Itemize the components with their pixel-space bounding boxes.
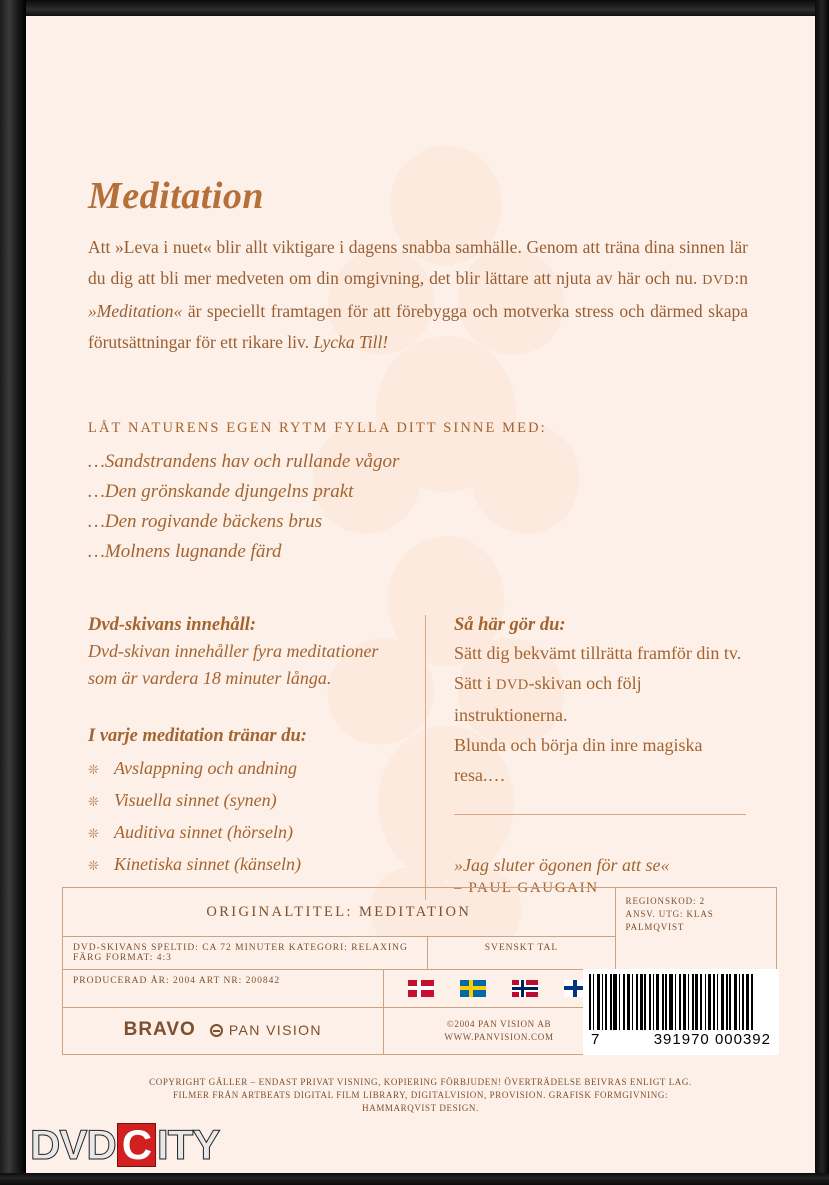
bravo-logo: BRAVO: [123, 1019, 196, 1040]
website-line: WWW.PANVISION.COM: [444, 1032, 554, 1042]
two-column-section: [88, 615, 753, 897]
intro-part-3: är speciellt framtagen för att förebygga och motverka stress och därmed skapa förutsättningar för ett rikare liv.: [88, 301, 748, 352]
dvd-back-cover-insert: [26, 16, 815, 1173]
page-title: Meditation: [88, 175, 265, 217]
region-code: REGIONSKOD: 2: [625, 896, 705, 906]
training-list: [88, 753, 394, 881]
legal-main: [63, 888, 616, 1054]
intro-signoff: Lycka Till!: [313, 332, 389, 352]
howto-line-2-a: Sätt i: [454, 673, 497, 693]
barcode: [583, 969, 779, 1055]
quote-divider: [454, 814, 746, 815]
list-item: …Den rogivande bäckens brus: [88, 511, 323, 532]
flower-bullet-icon: ❊: [88, 794, 99, 809]
howto-line-2-b: -skivan och följ instruktionerna.: [454, 673, 642, 725]
original-title: ORIGINALTITEL: MEDITATION: [63, 888, 615, 937]
fineprint: COPYRIGHT GÄLLER – ENDAST PRIVAT VISNING, KOPIERING FÖRBJUDEN! ÖVERTRÄDELSE BEIVRAS ENLIGT LAG. FILMER FRÅN ARTBEATS DIGITAL FILM LIBRARY, DIGITALVISION, PROVISION. GRAFISK FORMGIVNING: HAMMARQVIST DESIGN.: [149, 1077, 692, 1113]
responsible-publisher: ANSV. UTG: KLAS PALMQVIST: [625, 909, 714, 932]
barcode-digit-right: 391970 000392: [653, 1031, 771, 1048]
flower-bullet-icon: ❊: [88, 762, 99, 777]
contents-heading: Dvd-skivans innehåll:: [88, 615, 257, 635]
list-item-label: Avslappning och andning: [114, 758, 297, 778]
logo-part-ity: ITY: [157, 1121, 220, 1168]
specs-language: SVENSKT TAL: [427, 937, 614, 969]
case-edge-top: [0, 0, 829, 16]
pan-vision-mark-icon: [210, 1024, 223, 1037]
logos-row: [63, 1008, 615, 1054]
training-heading: I varje meditation tränar du:: [88, 726, 307, 746]
logo-part-dvd: DVD: [30, 1121, 116, 1168]
barcode-digit-left: 7: [591, 1031, 601, 1048]
howto-line-1: Sätt dig bekvämt tillrätta framför din tv.: [454, 643, 742, 663]
barcode-digits: [589, 1030, 773, 1048]
pan-vision-logo: [210, 1022, 322, 1038]
case-edge-bottom: [0, 1173, 829, 1185]
intro-part-2: :n: [734, 268, 748, 288]
specs-text: DVD-SKIVANS SPELTID: CA 72 MINUTER KATEGORI: RELAXING FÄRG FORMAT: 4:3: [73, 943, 408, 963]
case-spine-left: [0, 0, 26, 1185]
production-text: PRODUCERAD ÅR: 2004 ART NR: 200842: [73, 976, 281, 986]
howto-dvd-smallcaps: DVD: [496, 677, 529, 693]
intro-part-1: Att »Leva i nuet« blir allt viktigare i dagens snabba samhälle. Genom att träna dina sinnen lär du dig att bli mer medveten om din omgivning, det blir lättare att njuta av här och nu.: [88, 237, 748, 288]
intro-dvd-smallcaps: DVD: [702, 273, 735, 288]
list-item: …Sandstrandens hav och rullande vågor: [88, 451, 400, 472]
list-item: [88, 849, 394, 881]
flower-bullet-icon: ❊: [88, 826, 99, 841]
column-right: [418, 615, 748, 897]
contents-body: Dvd-skivan innehåller fyra meditationer som är vardera 18 minuter långa.: [88, 641, 379, 688]
case-edge-right: [815, 0, 829, 1185]
flag-strip: [383, 970, 615, 1007]
column-divider: [425, 615, 426, 900]
logo-part-c: C: [117, 1123, 156, 1167]
howto-line-3: Blunda och börja din inre magiska resa.…: [454, 735, 703, 785]
production-row: [63, 970, 615, 1008]
publisher-logos: [63, 1008, 383, 1054]
list-item: …Molnens lugnande färd: [88, 541, 282, 562]
list-item: [88, 817, 394, 849]
quote-author: – PAUL GAUGAIN: [454, 880, 599, 896]
list-item-label: Auditiva sinnet (hörseln): [114, 822, 293, 842]
flag-denmark-icon: [408, 980, 434, 997]
copyright-cell: [383, 1008, 615, 1054]
list-item: [88, 785, 394, 817]
flag-norway-icon: [512, 980, 538, 997]
nature-list: [88, 447, 753, 567]
list-item: …Den grönskande djungelns prakt: [88, 481, 354, 502]
barcode-bars: [589, 974, 773, 1030]
list-item-label: Visuella sinnet (synen): [114, 790, 277, 810]
flower-bullet-icon: ❊: [88, 858, 99, 873]
intro-paragraph: [88, 232, 748, 358]
list-item-label: Kinetiska sinnet (känseln): [114, 854, 301, 874]
howto-heading: Så här gör du:: [454, 615, 566, 635]
column-left: [88, 615, 418, 897]
dvdcity-watermark-logo: [30, 1123, 219, 1167]
nature-heading: LÅT NATURENS EGEN RYTM FYLLA DITT SINNE MED:: [88, 420, 547, 436]
howto-line-2: [454, 668, 748, 730]
quote-text: »Jag sluter ögonen för att se«: [454, 855, 670, 875]
pan-vision-label: PAN VISION: [228, 1022, 322, 1038]
intro-title-italic: »Meditation«: [88, 301, 183, 321]
list-item: [88, 753, 394, 785]
specs-row: [63, 937, 615, 970]
copyright-line: ©2004 PAN VISION AB: [446, 1019, 552, 1029]
flag-sweden-icon: [460, 980, 486, 997]
